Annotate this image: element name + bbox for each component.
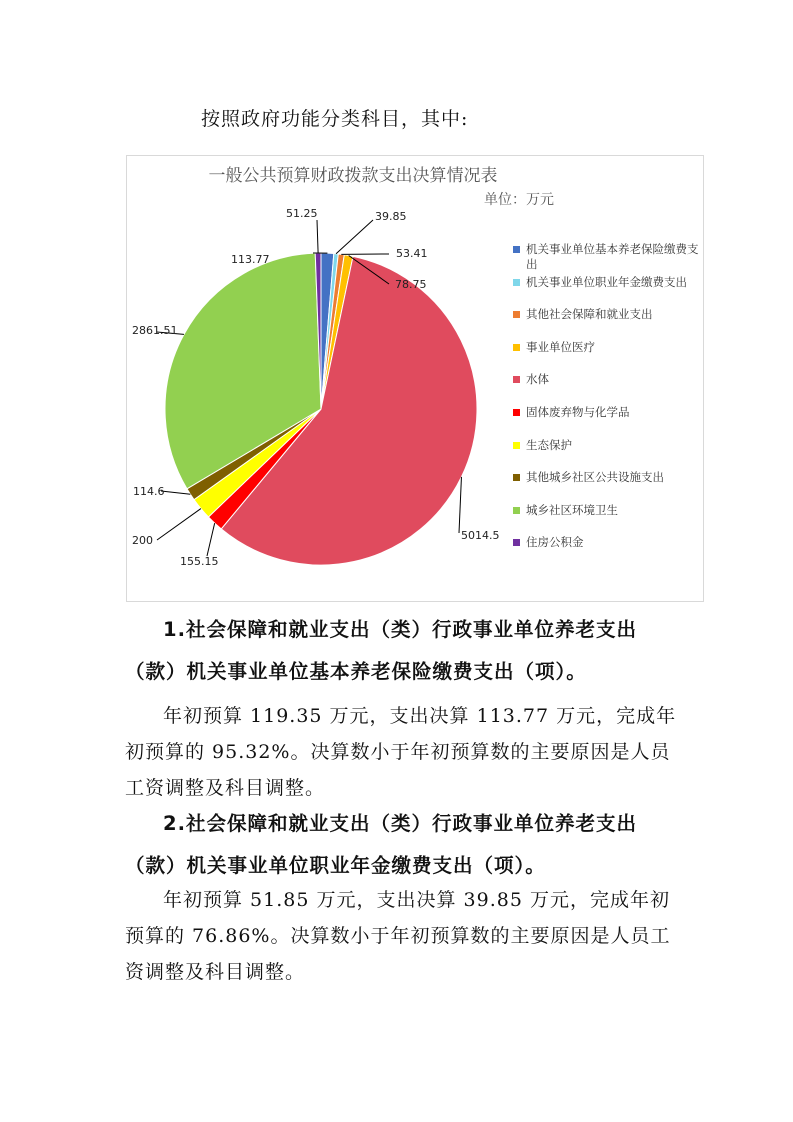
data-label-6: 155.15 [180, 555, 219, 568]
leader-line-5 [459, 477, 461, 533]
legend-label-1: 机关事业单位基本养老保险缴费支出 [526, 242, 699, 271]
legend-item-10 [513, 535, 703, 568]
section-2-heading-line1: 2.社会保障和就业支出（类）行政事业单位养老支出 [163, 812, 637, 835]
section-1-para-line1-text: 年初预算 119.35 万元，支出决算 113.77 万元，完成年 [163, 705, 677, 727]
data-label-7: 200 [132, 534, 153, 547]
legend-item-2 [513, 275, 703, 308]
legend-item-4 [513, 340, 703, 373]
intro-text [163, 104, 468, 131]
data-label-3: 53.41 [396, 247, 428, 260]
section-2-heading [125, 805, 685, 885]
legend-item-3 [513, 307, 703, 340]
data-label-4: 78.75 [395, 278, 427, 291]
data-label-1: 113.77 [231, 253, 270, 266]
legend-item-8 [513, 470, 703, 503]
legend-item-1 [513, 242, 703, 275]
legend-item-9 [513, 503, 703, 536]
legend-swatch-7 [513, 442, 520, 449]
legend-swatch-8 [513, 474, 520, 481]
section-1-heading-line2: （款）机关事业单位基本养老保险缴费支出（项）。 [125, 660, 587, 683]
section-2-para-line2: 预算的 76.86%。决算数小于年初预算数的主要原因是人员工 [125, 925, 671, 947]
legend-item-6 [513, 405, 703, 438]
section-1-heading-line1: 1.社会保障和就业支出（类）行政事业单位养老支出 [163, 618, 637, 641]
legend-swatch-3 [513, 311, 520, 318]
legend-label-5: 水体 [526, 372, 549, 387]
data-label-8: 114.6 [133, 485, 165, 498]
data-label-5: 5014.5 [461, 529, 500, 542]
leader-line-2 [336, 220, 373, 254]
legend-label-2: 机关事业单位职业年金缴费支出 [526, 274, 687, 289]
legend-label-7: 生态保护 [526, 437, 572, 452]
legend-item-5 [513, 372, 703, 405]
section-1-paragraph [125, 698, 685, 806]
section-2-heading-line2: （款）机关事业单位职业年金缴费支出（项）。 [125, 854, 546, 877]
chart-legend [513, 242, 703, 568]
legend-item-7 [513, 438, 703, 471]
legend-label-9: 城乡社区环境卫生 [526, 502, 618, 517]
section-2-para-line3: 资调整及科目调整。 [125, 961, 306, 983]
legend-label-10: 住房公积金 [526, 535, 584, 550]
section-2-para-line1 [125, 882, 685, 918]
data-label-10: 51.25 [286, 207, 318, 220]
leader-line-10 [317, 220, 318, 253]
legend-label-3: 其他社会保障和就业支出 [526, 307, 653, 322]
leader-line-7 [157, 509, 201, 540]
leader-line-8 [161, 491, 190, 494]
legend-label-6: 固体废弃物与化学品 [526, 404, 630, 419]
section-1-para-line3: 工资调整及科目调整。 [125, 777, 326, 799]
section-2-para-line1-text: 年初预算 51.85 万元，支出决算 39.85 万元，完成年初 [163, 889, 670, 911]
section-2-paragraph [125, 882, 685, 990]
legend-swatch-10 [513, 539, 520, 546]
legend-swatch-6 [513, 409, 520, 416]
intro-label: 按照政府功能分类科目，其中: [201, 108, 469, 130]
legend-label-4: 事业单位医疗 [526, 339, 595, 354]
chart-title: 一般公共预算财政拨款支出决算情况表 [208, 166, 498, 186]
legend-swatch-5 [513, 376, 520, 383]
legend-swatch-4 [513, 344, 520, 351]
section-1-para-line1 [125, 698, 685, 734]
chart-unit: 单位：万元 [484, 192, 554, 208]
legend-swatch-2 [513, 279, 520, 286]
pie-chart [126, 155, 704, 602]
section-1-para-line2: 初预算的 95.32%。决算数小于年初预算数的主要原因是人员 [125, 741, 671, 763]
section-1-heading [125, 611, 685, 691]
data-label-2: 39.85 [375, 210, 407, 223]
legend-label-8: 其他城乡社区公共设施支出 [526, 470, 664, 485]
legend-swatch-9 [513, 507, 520, 514]
leader-line-6 [207, 523, 215, 556]
data-label-9: 2861.51 [132, 324, 178, 337]
legend-swatch-1 [513, 246, 520, 253]
